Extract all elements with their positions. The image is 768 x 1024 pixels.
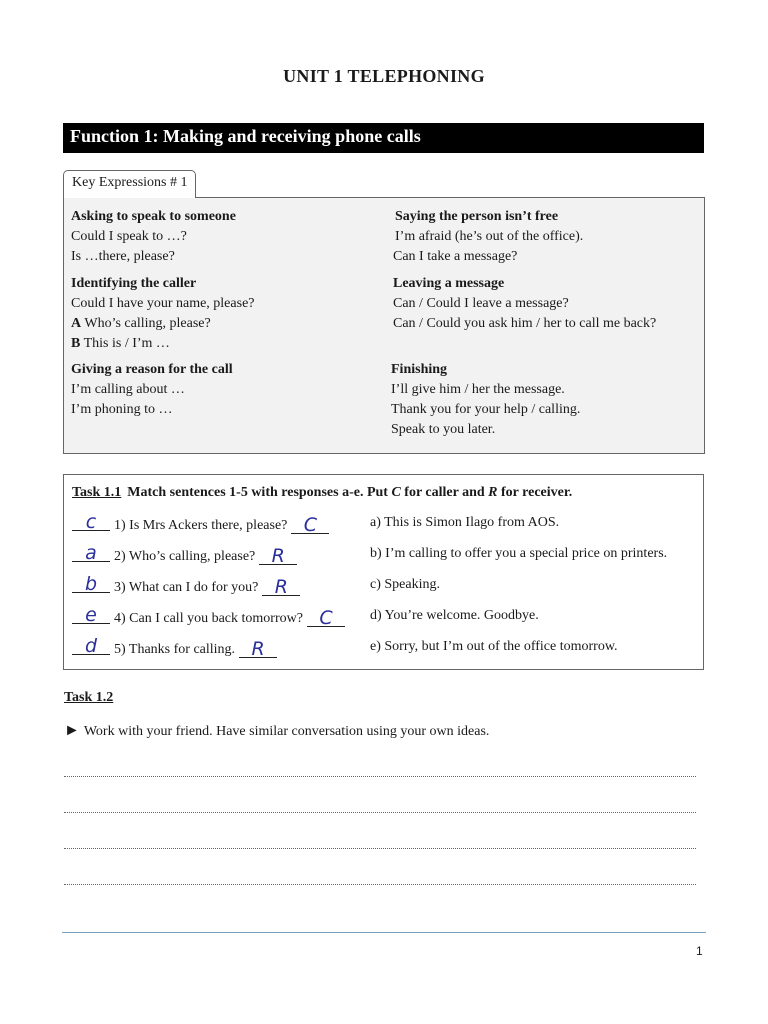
- footer-rule: [62, 932, 706, 933]
- match-answer-blank[interactable]: [72, 543, 110, 562]
- role-answer-blank[interactable]: [307, 608, 345, 627]
- reason-group: [71, 360, 233, 420]
- response-text: c) Speaking.: [370, 577, 440, 592]
- question-label: 4) Can I call you back tomorrow?: [114, 611, 303, 626]
- unit-title: UNIT 1 TELEPHONING: [283, 66, 485, 86]
- leaving-group: [393, 274, 656, 334]
- expression-line: Can I take a message?: [393, 249, 518, 264]
- identifying-heading: Identifying the caller: [71, 276, 197, 291]
- task-1-1-instruction: for caller and: [400, 485, 489, 500]
- writing-line[interactable]: [64, 776, 696, 777]
- finishing-heading: Finishing: [391, 362, 448, 377]
- match-answer-blank[interactable]: [72, 605, 110, 624]
- handwritten-answer: c: [85, 511, 97, 533]
- handwritten-role: C: [303, 514, 318, 536]
- question-text: [114, 515, 329, 534]
- role-answer-blank[interactable]: [259, 546, 297, 565]
- expression-line-a: [71, 314, 255, 334]
- question-text: [114, 546, 297, 565]
- handwritten-answer: e: [85, 604, 97, 626]
- reason-heading: Giving a reason for the call: [71, 362, 233, 377]
- expression-line: Can / Could you ask him / her to call me back?: [393, 316, 657, 331]
- match-row-1: [64, 512, 703, 536]
- task-1-1-box: [63, 474, 704, 670]
- question-label: 5) Thanks for calling.: [114, 642, 236, 657]
- expression-line: Could I have your name, please?: [71, 296, 255, 311]
- caller-letter: C: [391, 485, 401, 500]
- question-label: 2) Who’s calling, please?: [114, 549, 256, 564]
- handwritten-answer: d: [84, 635, 98, 657]
- handwritten-role: R: [274, 576, 288, 598]
- expression-line: I’m afraid (he’s out of the office).: [395, 229, 584, 244]
- response-text: a) This is Simon Ilago from AOS.: [370, 515, 560, 530]
- expression-line-b: [71, 334, 255, 354]
- match-answer-blank[interactable]: [72, 512, 110, 531]
- response-text: b) I’m calling to offer you a special price on printers.: [370, 546, 668, 561]
- task-1-1-instruction: Match sentences 1-5 with responses a-e. Put: [127, 485, 392, 500]
- question-label: 1) Is Mrs Ackers there, please?: [114, 518, 288, 533]
- speaker-a-text: Who’s calling, please?: [81, 316, 211, 331]
- handwritten-role: C: [319, 607, 333, 629]
- handwritten-role: R: [251, 638, 265, 660]
- role-answer-blank[interactable]: [291, 515, 329, 534]
- expression-line: Is …there, please?: [71, 249, 175, 264]
- expression-line: I’ll give him / her the message.: [391, 382, 565, 397]
- not-free-group: [395, 207, 583, 267]
- writing-line[interactable]: [64, 812, 696, 813]
- receiver-letter: R: [488, 485, 498, 500]
- not-free-heading: Saying the person isn’t free: [395, 209, 559, 224]
- speaker-b-label: B: [71, 336, 81, 351]
- handwritten-answer: a: [85, 542, 97, 564]
- task-1-2-instruction: [64, 722, 489, 740]
- task-1-1-instruction: for receiver.: [497, 485, 573, 500]
- asking-group: [71, 207, 236, 267]
- asking-heading: Asking to speak to someone: [71, 209, 236, 224]
- handwritten-answer: b: [84, 573, 98, 595]
- expression-line: Could I speak to …?: [71, 229, 187, 244]
- speaker-a-label: A: [71, 316, 82, 331]
- question-label: 3) What can I do for you?: [114, 580, 259, 595]
- task-1-1-heading: [72, 485, 572, 501]
- question-text: [114, 608, 345, 627]
- key-expressions-tab: Key Expressions # 1: [63, 170, 196, 198]
- task-1-1-label: Task 1.1: [72, 485, 122, 500]
- expression-line: Can / Could I leave a message?: [393, 296, 569, 311]
- match-row-2: [64, 543, 703, 567]
- match-row-3: [64, 574, 703, 598]
- play-arrow-icon: ►: [64, 722, 80, 739]
- handwritten-role: R: [271, 545, 285, 567]
- expression-line: I’m phoning to …: [71, 402, 173, 417]
- match-answer-blank[interactable]: [72, 574, 110, 593]
- match-row-4: [64, 605, 703, 629]
- expression-line: I’m calling about …: [71, 382, 185, 397]
- role-answer-blank[interactable]: [262, 577, 300, 596]
- speaker-b-text: This is / I’m …: [80, 336, 170, 351]
- response-text: e) Sorry, but I’m out of the office tomorrow.: [370, 639, 618, 654]
- function-title-bar: Function 1: Making and receiving phone calls: [63, 123, 704, 153]
- task-1-2-instruction-text: Work with your friend. Have similar conversation using your own ideas.: [83, 724, 490, 739]
- expression-line: Thank you for your help / calling.: [391, 402, 581, 417]
- expression-line: Speak to you later.: [391, 422, 496, 437]
- question-text: [114, 577, 300, 596]
- identifying-group: [71, 274, 255, 354]
- task-1-2-label: Task 1.2: [64, 690, 114, 705]
- writing-line[interactable]: [64, 848, 696, 849]
- question-text: [114, 639, 277, 658]
- match-answer-blank[interactable]: [72, 636, 110, 655]
- response-text: d) You’re welcome. Goodbye.: [370, 608, 539, 623]
- page-number: 1: [696, 944, 703, 958]
- key-expressions-box: [63, 197, 705, 454]
- match-row-5: [64, 636, 703, 660]
- finishing-group: [391, 360, 580, 440]
- role-answer-blank[interactable]: [239, 639, 277, 658]
- writing-line[interactable]: [64, 884, 696, 885]
- leaving-heading: Leaving a message: [393, 276, 505, 291]
